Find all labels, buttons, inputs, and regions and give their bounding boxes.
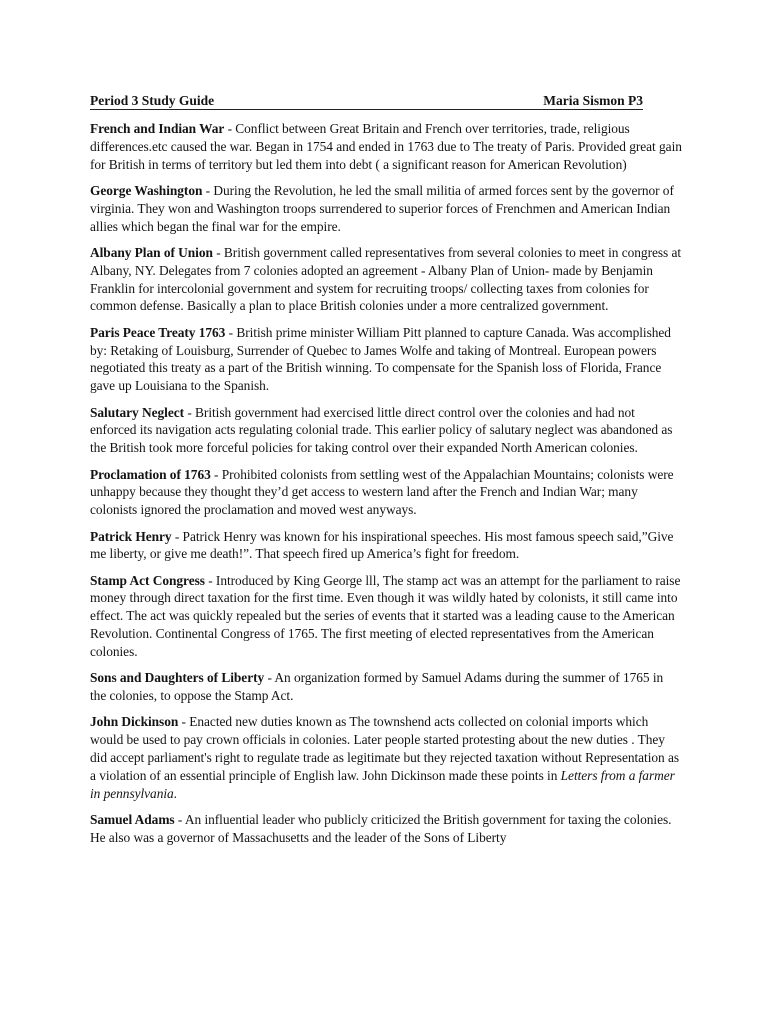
entry-term: French and Indian War: [90, 121, 225, 136]
author-name: Maria Sismon P3: [543, 93, 643, 108]
entry-sons-and-daughters-of-liberty: [90, 669, 682, 705]
entry-term: Albany Plan of Union: [90, 244, 213, 260]
entry-text: - Enacted new duties known as The townshend acts collected on colonial imports which would be used to pay crown officials in colonies. Later people started protesting about the new duties . They did accept parliament's right to regulate trade as legitimate but they rejected taxation without Representation as a violation of an essential principle of English law. John Dickinson made these points in: [90, 714, 680, 783]
entry-text-end: .: [173, 785, 177, 801]
entry-term: Patrick Henry: [90, 528, 172, 544]
entry-patrick-henry: [90, 528, 682, 564]
entry-term: John Dickinson: [90, 714, 179, 730]
study-guide-content: [90, 120, 682, 855]
entry-stamp-act-congress: [90, 572, 682, 661]
entry-text: - An influential leader who publicly criticized the British government for taxing the colonies. He also was a governor of Massachusetts and the leader of the Sons of Liberty: [90, 812, 672, 845]
entry-text: - During the Revolution, he led the small militia of armed forces sent by the governor of virginia. They won and Washington troops surrendered to superior forces of Frenchmen and American Indian allies which began the final war for the empire.: [90, 182, 674, 234]
entry-george-washington: [90, 182, 682, 235]
entry-text: - British prime minister William Pitt planned to capture Canada. Was accomplished by: Retaking of Louisburg, Surrender of Quebec to James Wolfe and taking of Montreal. European powers negotiated this treaty as a part of the British winning. To compensate for the Spanish loss of Florida, France gave up Louisiana to the Spanish.: [90, 324, 671, 394]
entry-albany-plan-of-union: [90, 244, 682, 315]
entry-text: - Conflict between Great Britain and French over territories, trade, religious differences.etc caused the war. Began in 1754 and ended in 1763 due to The treaty of Paris. Provided great gain for British in terms of territory but led them into debt ( a significant reason for American Revolution): [90, 121, 682, 172]
entry-text: - British government had exercised little direct control over the colonies and had not enforced its navigation acts regulating colonial trade. This earlier policy of salutary neglect was abandoned as the British took more forceful policies for taking control over their expanded North American colonies.: [90, 404, 673, 456]
entry-text: - Introduced by King George lll, The stamp act was an attempt for the parliament to raise money through direct taxation for the first time. Even though it was wildly hated by colonists, it still came into effect. The act was quickly repealed but the series of events that it started was a leading cause to the American Revolution. Continental Congress of 1765. The first meeting of elected representatives from the American colonies.: [90, 572, 681, 659]
page-header: [90, 93, 643, 110]
entry-paris-peace-treaty: [90, 324, 682, 395]
entry-term: Sons and Daughters of Liberty: [90, 670, 265, 686]
entry-salutary-neglect: [90, 404, 682, 457]
page-title: Period 3 Study Guide: [90, 93, 215, 108]
entry-proclamation-of-1763: [90, 466, 682, 519]
entry-term: Samuel Adams: [90, 812, 175, 828]
entry-term: George Washington: [90, 182, 203, 198]
entry-text: - An organization formed by Samuel Adams during the summer of 1765 in the colonies, to oppose the Stamp Act.: [90, 670, 664, 704]
entry-text: - Prohibited colonists from settling west of the Appalachian Mountains; colonists were unhappy because they thought they’d get access to western land after the French and Indian War; many colonists ignored the proclamation and moved west anyways.: [90, 466, 674, 518]
entry-term: Paris Peace Treaty 1763: [90, 324, 226, 340]
entry-samuel-adams: [90, 811, 682, 847]
entry-text: - British government called representatives from several colonies to meet in congress at Albany, NY. Delegates from 7 colonies adopted an agreement - Albany Plan of Union- made by Benjamin Franklin for intercolonial government and system for recruiting troops/ collecting taxes from colonies for common defense. Basically a plan to place British colonies under a more centralized government.: [90, 244, 682, 314]
book-title: Letters from a farmer in pennsylvania: [90, 767, 675, 801]
entry-term: Salutary Neglect: [90, 404, 185, 420]
entry-term: Proclamation of 1763: [90, 466, 211, 482]
entry-text: - Patrick Henry was known for his inspirational speeches. His most famous speech said,”Give me liberty, or give me death!”. That speech fired up America’s fight for freedom.: [90, 528, 674, 562]
entry-john-dickinson: [90, 713, 682, 802]
entry-french-and-indian-war: [90, 120, 682, 173]
entry-term: Stamp Act Congress: [90, 572, 205, 588]
